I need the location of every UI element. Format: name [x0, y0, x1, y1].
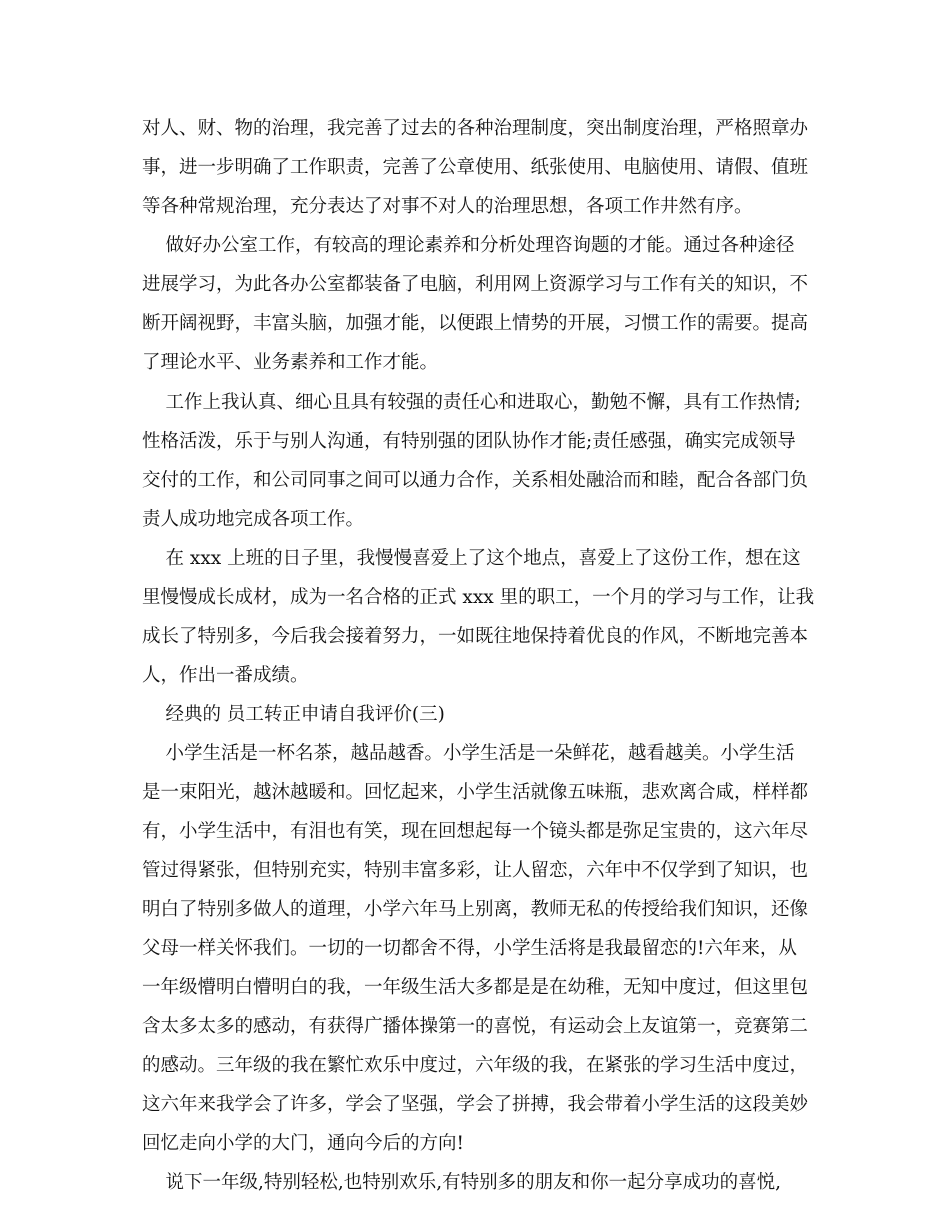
- text-line: 这六年来我学会了许多，学会了坚强，学会了拼搏，我会带着小学生活的这段美妙: [142, 1094, 809, 1115]
- text-line: 经典的 员工转正申请自我评价(三): [142, 704, 445, 725]
- text-line: 含太多太多的感动，有获得广播体操第一的喜悦，有运动会上友谊第一，竞赛第二: [142, 1016, 809, 1037]
- text-line: 断开阔视野，丰富头脑，加强才能，以便跟上情势的开展，习惯工作的需要。提高: [142, 313, 809, 334]
- text-line: 成长了特别多，今后我会接着努力，一如既往地保持着优良的作风，不断地完善本: [142, 626, 809, 647]
- text-line: 管过得紧张，但特别充实，特别丰富多彩，让人留恋，六年中不仅学到了知识，也: [142, 860, 809, 881]
- text-line: 是一束阳光，越沐越暖和。回忆起来，小学生活就像五味瓶，悲欢离合咸，样样都: [142, 782, 809, 803]
- text-line: 一年级懵明白懵明白的我，一年级生活大多都是是在幼稚，无知中度过，但这里包: [142, 977, 809, 998]
- text-line: 做好办公室工作，有较高的理论素养和分析处理咨询题的才能。通过各种途径: [142, 235, 795, 256]
- text-line: 等各种常规治理，充分表达了对事不对人的治理思想，各项工作井然有序。: [142, 196, 753, 217]
- text-line: 进展学习，为此各办公室都装备了电脑，利用网上资源学习与工作有关的知识，不: [142, 274, 809, 295]
- text-line: 明白了特别多做人的道理，小学六年马上别离，教师无私的传授给我们知识，还像: [142, 899, 809, 920]
- text-line: 事，进一步明确了工作职责，完善了公章使用、纸张使用、电脑使用、请假、值班: [142, 157, 809, 178]
- text-line: 说下一年级,特别轻松,也特别欢乐,有特别多的朋友和你一起分享成功的喜悦,: [142, 1172, 782, 1193]
- text-line: 责人成功地完成各项工作。: [142, 509, 365, 530]
- text-line: 性格活泼，乐于与别人沟通，有特别强的团队协作才能;责任感强，确实完成领导: [142, 431, 796, 452]
- text-line: 在 xxx 上班的日子里，我慢慢喜爱上了这个地点，喜爱上了这份工作，想在这: [142, 548, 801, 569]
- text-line: 的感动。三年级的我在繁忙欢乐中度过，六年级的我，在紧张的学习生活中度过，: [142, 1055, 809, 1076]
- text-line: 交付的工作，和公司同事之间可以通力合作，关系相处融洽而和睦，配合各部门负: [142, 470, 809, 491]
- text-line: 父母一样关怀我们。一切的一切都舍不得，小学生活将是我最留恋的!六年来，从: [142, 938, 797, 959]
- text-line: 回忆走向小学的大门，通向今后的方向!: [142, 1133, 464, 1154]
- text-line: 对人、财、物的治理，我完善了过去的各种治理制度，突出制度治理，严格照章办: [142, 118, 809, 139]
- text-line: 里慢慢成长成材，成为一名合格的正式 xxx 里的职工，一个月的学习与工作，让我: [142, 587, 815, 608]
- text-line: 人，作出一番成绩。: [142, 665, 309, 686]
- text-line: 小学生活是一杯名茶，越品越香。小学生活是一朵鲜花，越看越美。小学生活: [142, 743, 795, 764]
- text-line: 了理论水平、业务素养和工作才能。: [142, 352, 439, 373]
- text-line: 有，小学生活中，有泪也有笑，现在回想起每一个镜头都是弥足宝贵的，这六年尽: [142, 821, 809, 842]
- text-line: 工作上我认真、细心且具有较强的责任心和进取心，勤勉不懈，具有工作热情;: [142, 392, 801, 413]
